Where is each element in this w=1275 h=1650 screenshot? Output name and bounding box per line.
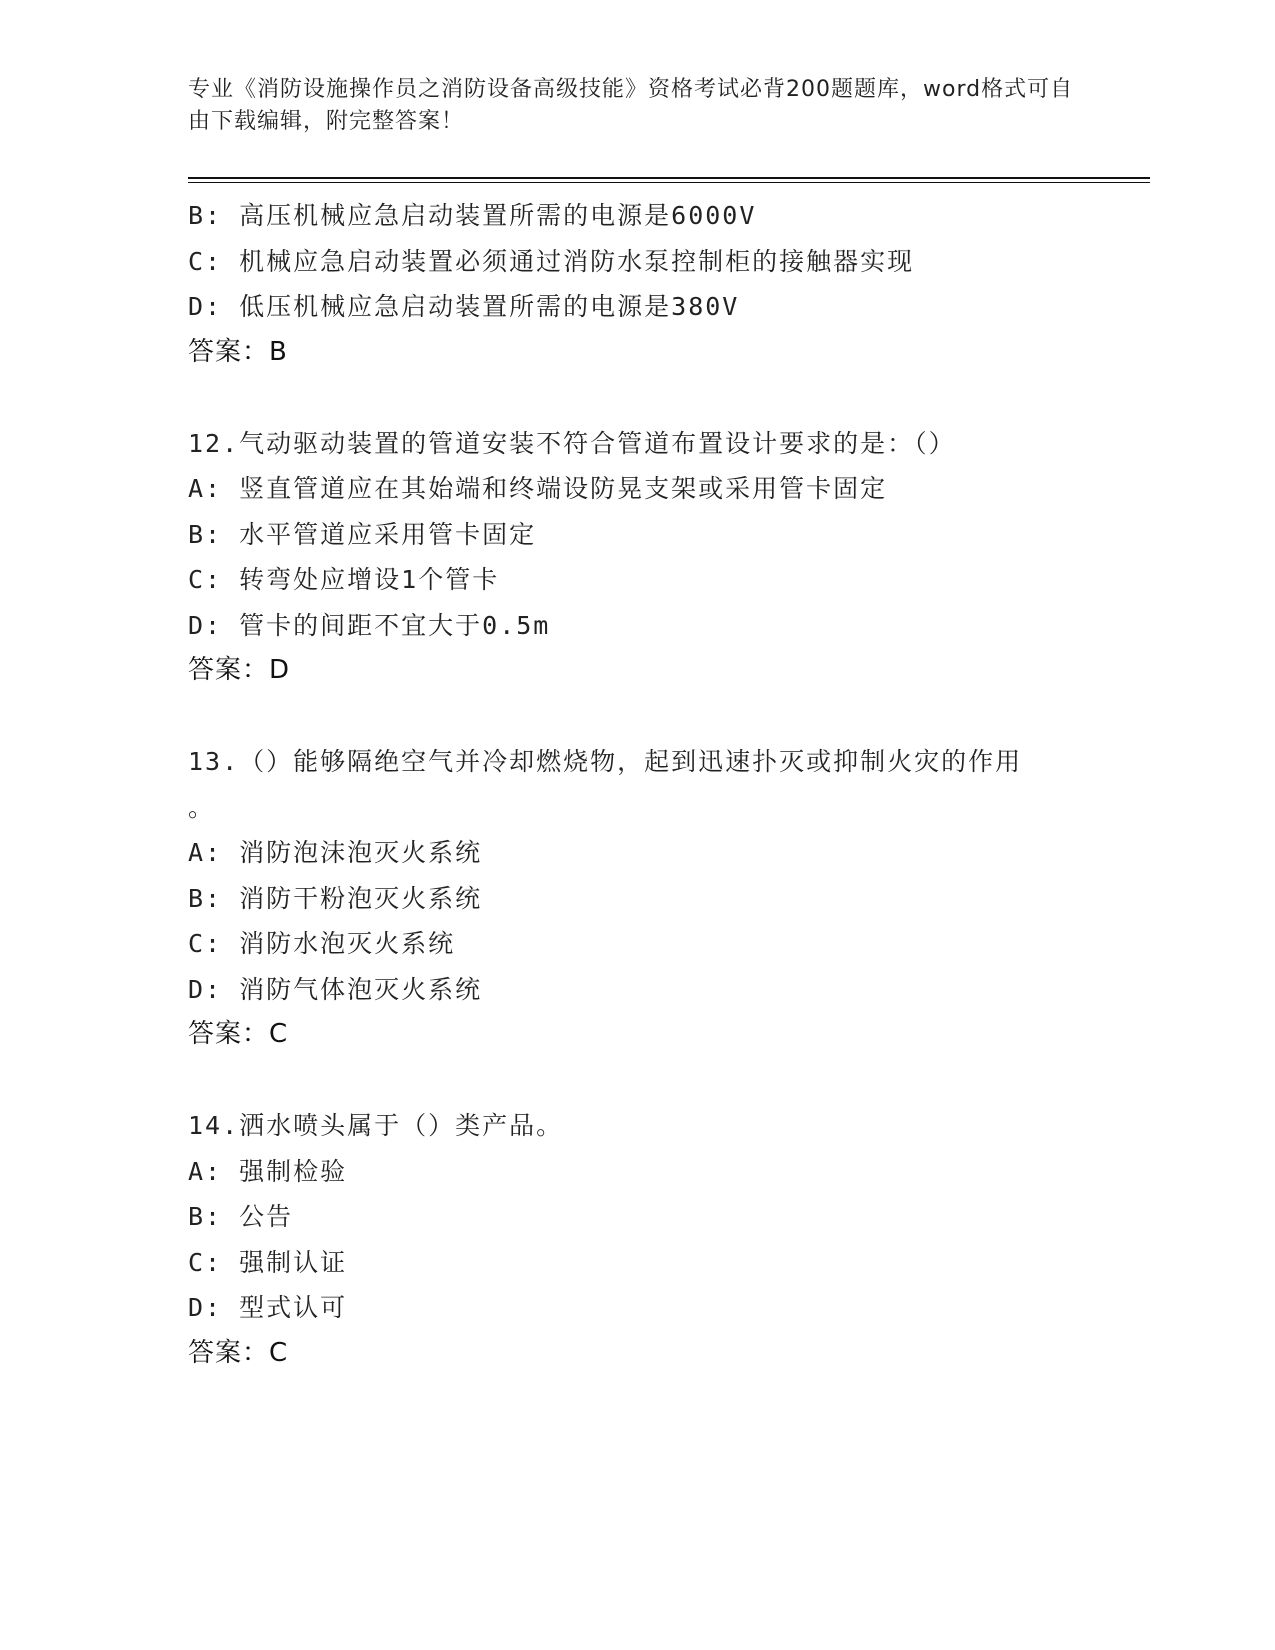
option-b: B: 公告 (188, 1202, 294, 1231)
option-a: A: 消防泡沫泡灭火系统 (188, 838, 483, 867)
answer-line: 答案：D (188, 655, 291, 685)
option-a: A: 强制检验 (188, 1156, 348, 1186)
spacer (188, 1058, 1088, 1104)
question-stem: 12.气动驱动装置的管道安装不符合管道布置设计要求的是：（） (188, 428, 956, 458)
option-a: A: 竖直管道应在其始端和终端设防晃支架或采用管卡固定 (188, 474, 888, 503)
option-b: B: 水平管道应采用管卡固定 (188, 519, 537, 549)
question-13 (188, 739, 1088, 1058)
option-d: D: 管卡的间距不宜大于0.5m (188, 610, 551, 640)
header-divider-thick (188, 177, 1150, 179)
option-b: B: 消防干粉泡灭火系统 (188, 883, 483, 913)
spacer (188, 694, 1088, 740)
question-stem: 13.（）能够隔绝空气并冷却燃烧物，起到迅速扑灭或抑制火灾的作用 (188, 747, 1023, 776)
option-c: C: 转弯处应增设1个管卡 (188, 565, 500, 594)
option-c: C: 消防水泡灭火系统 (188, 929, 456, 958)
option-d: D: 低压机械应急启动装置所需的电源是380V (188, 292, 740, 321)
answer-line: 答案：C (188, 1337, 289, 1368)
question-14 (188, 1103, 1088, 1376)
option-d: D: 消防气体泡灭火系统 (188, 974, 483, 1004)
answer-line: 答案：B (188, 336, 288, 367)
document-header (188, 74, 1088, 138)
answer-line: 答案：C (188, 1019, 289, 1049)
header-title: 专业《消防设施操作员之消防设备高级技能》资格考试必背200题题库，word格式可自由下载编辑，附完整答案！ (188, 77, 1074, 134)
option-c: C: 机械应急启动装置必须通过消防水泵控制柜的接触器实现 (188, 246, 915, 276)
header-divider-thin (188, 182, 1150, 183)
option-c: C: 强制认证 (188, 1247, 348, 1277)
question-12 (188, 421, 1088, 694)
question-list (188, 193, 1088, 1376)
question-stem: 14.洒水喷头属于（）类产品。 (188, 1111, 564, 1140)
option-b: B: 高压机械应急启动装置所需的电源是6000V (188, 201, 757, 230)
question-11 (188, 193, 1088, 375)
spacer (188, 375, 1088, 421)
option-d: D: 型式认可 (188, 1293, 348, 1322)
question-stem-continued: 。 (188, 792, 216, 822)
